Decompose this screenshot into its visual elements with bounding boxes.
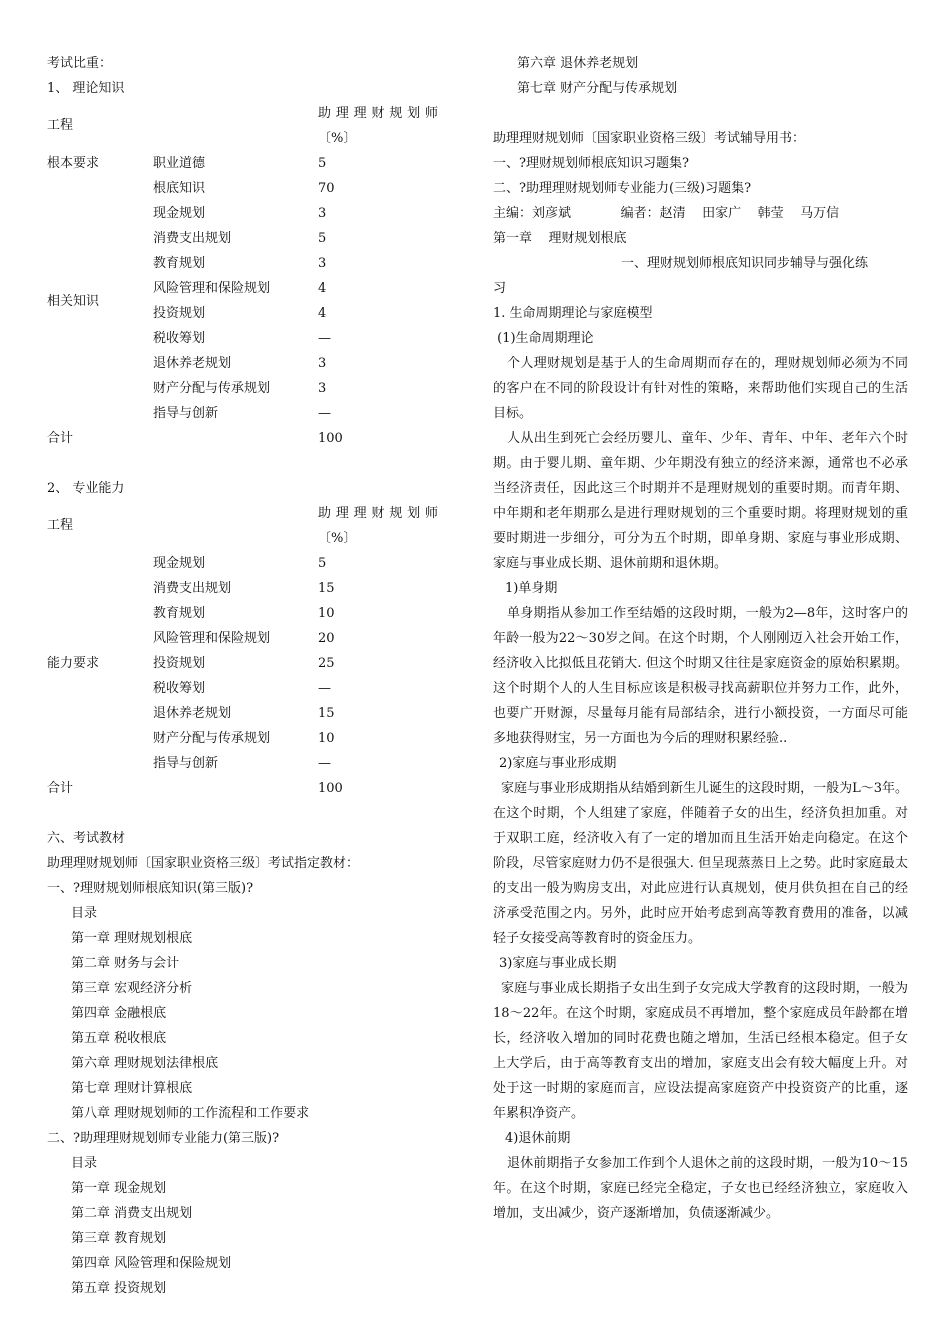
total-value: 100 (318, 431, 343, 446)
row-name: 投资规划 (153, 656, 206, 671)
row-name: 教育规划 (153, 606, 206, 621)
section-textbook-heading: 六、考试教材 (47, 831, 126, 846)
table-row (47, 226, 447, 251)
section-ability-heading: 2、 专业能力 (47, 481, 125, 496)
right-column (493, 51, 908, 1226)
left-column (47, 51, 447, 1301)
table-header (47, 501, 447, 551)
row-name: 财产分配与传承规划 (153, 381, 271, 396)
table-row (47, 351, 447, 376)
col-pct-header: 助理理财规划师 (318, 106, 438, 121)
toc-item: 第五章 税收根底 (71, 1031, 167, 1046)
ability-weight-table (47, 501, 447, 801)
paragraph: 家庭与事业成长期指子女出生到子女完成大学教育的这段时期，一般为18～22年。在这个时期，家庭成员不再增加，整个家庭成员年龄都在增长，经济收入增加的同时花费也随之增加，生活已经根本稳定。但子女上大学后，由于高等教育支出的增加，家庭支出会有较大幅度上升。对处于这一时期的家庭而言，应设法提高家庭资产中投资资产的比重，逐年累积净资产。 (493, 981, 908, 1121)
table-row (47, 151, 447, 176)
row-value: — (318, 331, 331, 346)
editors-line: 主编：刘彦斌 编者：赵清 田家广 韩莹 马万信 (493, 206, 840, 221)
toc-item: 第七章 财产分配与传承规划 (517, 81, 678, 96)
table-row (47, 751, 447, 776)
col-pct-unit: 〔%〕 (318, 131, 357, 146)
table-row (47, 676, 447, 701)
row-value: 10 (318, 606, 335, 621)
row-name: 风险管理和保险规划 (153, 631, 271, 646)
row-name: 根底知识 (153, 181, 206, 196)
row-value: 20 (318, 631, 335, 646)
total-label: 合计 (47, 431, 74, 446)
table-row (47, 601, 447, 626)
table-row (47, 651, 447, 676)
row-value: 4 (318, 306, 327, 321)
toc-item: 第四章 风险管理和保险规划 (71, 1256, 232, 1271)
designated-textbook-title: 助理理财规划师〔国家职业资格三级〕考试指定教材： (47, 856, 360, 871)
row-value: 5 (318, 556, 327, 571)
row-value: 70 (318, 181, 335, 196)
total-value: 100 (318, 781, 343, 796)
toc-item: 第三章 宏观经济分析 (71, 981, 193, 996)
toc-item: 第六章 理财规划法律根底 (71, 1056, 219, 1071)
row-name: 消费支出规划 (153, 581, 232, 596)
col-pct-unit: 〔%〕 (318, 531, 357, 546)
row-name: 职业道德 (153, 156, 206, 171)
toc-item: 第一章 现金规划 (71, 1181, 167, 1196)
stage-heading: 1)单身期 (505, 581, 558, 596)
row-name: 风险管理和保险规划 (153, 281, 271, 296)
topic-heading: 1. 生命周期理论与家庭模型 (493, 306, 653, 321)
table-row (47, 251, 447, 276)
table-total-row (47, 426, 447, 451)
table-row (47, 376, 447, 401)
row-value: 15 (318, 581, 335, 596)
toc-item: 第一章 理财规划根底 (71, 931, 193, 946)
toc-item: 第四章 金融根底 (71, 1006, 167, 1021)
subsection-title: 一、理财规划师根底知识同步辅导与强化练 (621, 256, 869, 271)
row-value: 3 (318, 256, 327, 271)
toc-label: 目录 (71, 906, 98, 921)
row-name: 税收筹划 (153, 331, 206, 346)
table-header (47, 101, 447, 151)
row-name: 退休养老规划 (153, 706, 232, 721)
table-row (47, 176, 447, 201)
table-row (47, 401, 447, 426)
row-name: 财产分配与传承规划 (153, 731, 271, 746)
row-value: — (318, 681, 331, 696)
group-label-ability: 能力要求 (47, 656, 100, 671)
theory-weight-table (47, 101, 447, 451)
col-item-header: 工程 (47, 518, 74, 533)
toc-item: 第五章 投资规划 (71, 1281, 167, 1296)
toc-item: 第二章 消费支出规划 (71, 1206, 193, 1221)
subsection-title-cont: 习 (493, 281, 507, 296)
toc-item: 第二章 财务与会计 (71, 956, 180, 971)
paragraph: 人从出生到死亡会经历婴儿、童年、少年、青年、中年、老年六个时期。由于婴儿期、童年期、少年期没有独立的经济来源，通常也不必承当经济责任，因此这三个时期并不是理财规划的重要时期。而青年期、中年期和老年期那么是进行理财规划的三个重要时期。将理财规划的重要时期进一步细分，可分为五个时期，即单身期、家庭与事业形成期、家庭与事业成长期、退休前期和退休期。 (493, 431, 908, 571)
row-value: — (318, 756, 331, 771)
paragraph: 个人理财规划是基于人的生命周期而存在的，理财规划师必须为不同的客户在不同的阶段设计有针对性的策略，来帮助他们实现自己的生活目标。 (493, 356, 908, 421)
row-value: 5 (318, 156, 327, 171)
row-value: — (318, 406, 331, 421)
total-label: 合计 (47, 781, 74, 796)
toc-item: 第七章 理财计算根底 (71, 1081, 193, 1096)
chapter-1-heading: 第一章 理财规划根底 (493, 231, 627, 246)
toc-item: 第八章 理财规划师的工作流程和工作要求 (71, 1106, 310, 1121)
toc-item: 第六章 退休养老规划 (517, 56, 639, 71)
row-value: 4 (318, 281, 327, 296)
paragraph: 家庭与事业形成期指从结婚到新生儿诞生的这段时期，一般为L～3年。在这个时期，个人组建了家庭，伴随着子女的出生，经济负担加重。对于双职工庭，经济收入有了一定的增加而且生活开始走向稳定。在这个阶段，尽管家庭财力仍不是很强大. 但呈现蒸蒸日上之势。此时家庭最太的支出一般为购房支出，对此应进行认真规划，使月供负担在自己的经济承受范围之内。另外，此时应开始考虑到高等教育费用的准备，以减轻子女接受高等教育时的资金压力。 (493, 781, 908, 946)
stage-heading: 2)家庭与事业形成期 (499, 756, 617, 771)
row-name: 现金规划 (153, 206, 206, 221)
guide-book-2: 二、?助理理财规划师专业能力(三级)习题集? (493, 181, 752, 196)
col-item-header: 工程 (47, 118, 74, 133)
guide-book-1: 一、?理财规划师根底知识习题集? (493, 156, 689, 171)
table-row (47, 294, 447, 326)
table-row (47, 551, 447, 576)
row-name: 教育规划 (153, 256, 206, 271)
row-value: 5 (318, 231, 327, 246)
paragraph: 单身期指从参加工作至结婚的这段时期，一般为2—8年，这时客户的年龄一般为22～30岁之间。在这个时期，个人刚刚迈入社会开始工作，经济收入比拟低且花销大. 但这个时期又往往是家庭资金的原始积累期。这个时期个人的人生目标应该是积极寻找高薪职位并努力工作，此外，也要广开财源，尽量每月能有局部结余，进行小额投资，一方面尽可能多地获得财宝，另一方面也为今后的理财积累经验.. (493, 606, 908, 746)
row-name: 现金规划 (153, 556, 206, 571)
col-pct-header: 助理理财规划师 (318, 506, 438, 521)
table-row (47, 726, 447, 751)
textbook-1-title: 一、?理财规划师根底知识(第三版)? (47, 881, 254, 896)
group-label-basic: 根本要求 (47, 156, 100, 171)
section-theory-heading: 1、 理论知识 (47, 81, 125, 96)
table-row (47, 701, 447, 726)
table-row (47, 326, 447, 351)
row-name: 消费支出规划 (153, 231, 232, 246)
row-value: 10 (318, 731, 335, 746)
table-row (47, 626, 447, 651)
textbook-2-title: 二、?助理理财规划师专业能力(第三版)? (47, 1131, 280, 1146)
row-value: 3 (318, 356, 327, 371)
toc-item: 第三章 教育规划 (71, 1231, 167, 1246)
guide-books-title: 助理理财规划师〔国家职业资格三级〕考试辅导用书： (493, 131, 806, 146)
table-total-row (47, 776, 447, 801)
topic-subheading: (1)生命周期理论 (493, 331, 594, 346)
paragraph: 退休前期指子女参加工作到个人退休之前的这段时期，一般为10～15年。在这个时期，家庭已经完全稳定，子女也已经经济独立，家庭收入增加，支出减少，资产逐渐增加，负债逐渐减少。 (493, 1156, 908, 1221)
exam-weight-title: 考试比重： (47, 56, 113, 71)
toc-label: 目录 (71, 1156, 98, 1171)
group-label-related: 相关知识 (47, 294, 100, 309)
stage-heading: 3)家庭与事业成长期 (499, 956, 617, 971)
row-value: 25 (318, 656, 335, 671)
row-value: 3 (318, 381, 327, 396)
table-row (47, 201, 447, 226)
table-row (47, 276, 447, 301)
row-value: 15 (318, 706, 335, 721)
row-name: 税收筹划 (153, 681, 206, 696)
table-row (47, 576, 447, 601)
row-name: 指导与创新 (153, 406, 219, 421)
row-name: 投资规划 (153, 306, 206, 321)
row-name: 指导与创新 (153, 756, 219, 771)
stage-heading: 4)退休前期 (505, 1131, 571, 1146)
row-name: 退休养老规划 (153, 356, 232, 371)
row-value: 3 (318, 206, 327, 221)
